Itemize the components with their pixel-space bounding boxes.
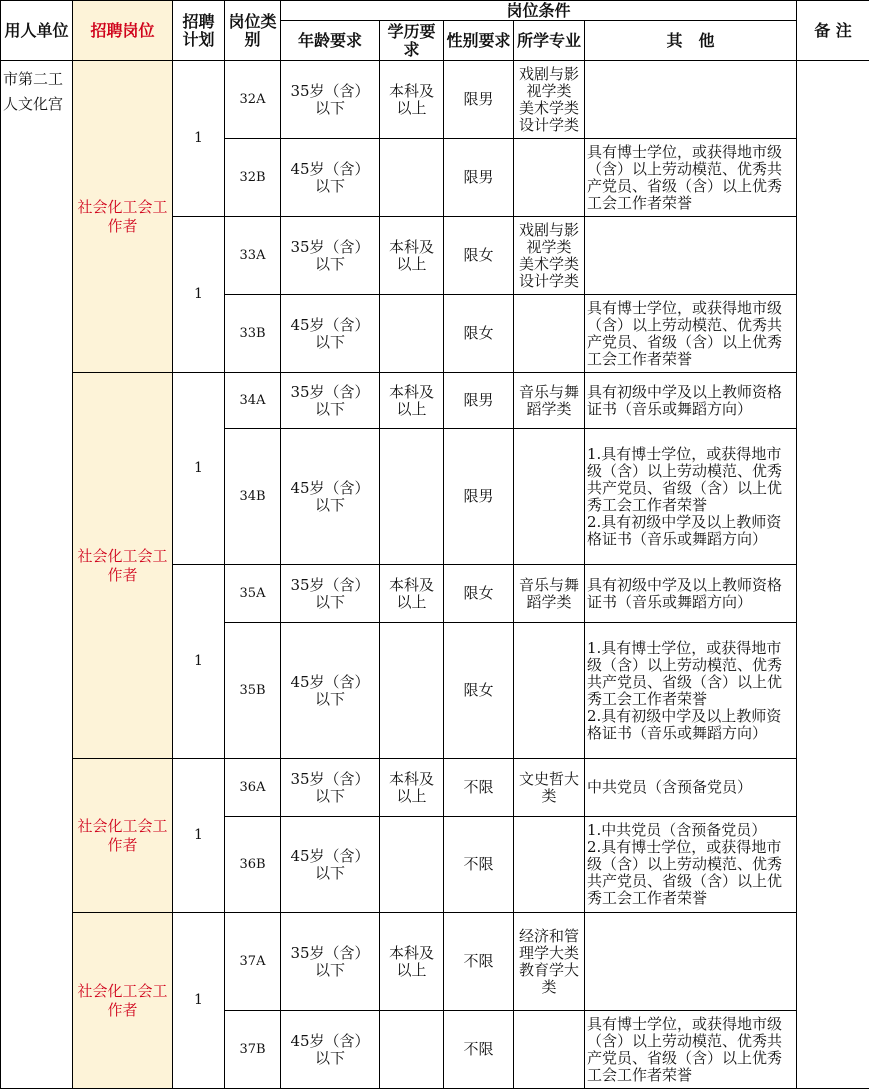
gender-requirement: 限男 [444,61,514,139]
gender-requirement: 限女 [444,623,514,759]
other-requirement [585,217,797,295]
table-body [1,61,869,1089]
major-requirement: 音乐与舞蹈学类 [514,373,585,429]
header-other: 其 他 [585,21,797,61]
gender-requirement: 限男 [444,139,514,217]
post-name: 社会化工会工作者 [73,759,173,913]
gender-requirement: 限女 [444,295,514,373]
table-row [1,373,869,429]
education-requirement: 本科及以上 [380,913,444,1011]
category-code: 35A [225,565,281,623]
plan-count: 1 [173,565,225,759]
category-code: 36B [225,817,281,913]
other-requirement: 具有博士学位，或获得地市级（含）以上劳动模范、优秀共产党员、省级（含）以上优秀工会工作者荣誉 [585,1011,797,1089]
major-requirement: 经济和管理学大类 教育学大类 [514,913,585,1011]
age-requirement: 35岁（含）以下 [281,913,380,1011]
age-requirement: 35岁（含）以下 [281,373,380,429]
header-remark: 备 注 [797,1,869,61]
category-code: 37B [225,1011,281,1089]
header-edu: 学历要求 [380,21,444,61]
age-requirement: 35岁（含）以下 [281,61,380,139]
category-code: 32A [225,61,281,139]
header-post: 招聘岗位 [73,1,173,61]
header-major: 所学专业 [514,21,585,61]
education-requirement: 本科及以上 [380,759,444,817]
other-requirement [585,913,797,1011]
header-gender: 性别要求 [444,21,514,61]
gender-requirement: 不限 [444,759,514,817]
category-code: 35B [225,623,281,759]
gender-requirement: 不限 [444,913,514,1011]
age-requirement: 45岁（含）以下 [281,429,380,565]
education-requirement: 本科及以上 [380,217,444,295]
table-row [1,913,869,1011]
education-requirement: 本科及以上 [380,61,444,139]
major-requirement [514,139,585,217]
gender-requirement: 限男 [444,373,514,429]
post-name: 社会化工会工作者 [73,373,173,759]
education-requirement [380,623,444,759]
other-requirement [585,61,797,139]
category-code: 33B [225,295,281,373]
header-conditions: 岗位条件 [281,1,797,21]
table-row [1,61,869,139]
education-requirement [380,295,444,373]
other-requirement: 中共党员（含预备党员） [585,759,797,817]
category-code: 33A [225,217,281,295]
post-name: 社会化工会工作者 [73,61,173,373]
header-category: 岗位类别 [225,1,281,61]
education-requirement [380,817,444,913]
major-requirement [514,429,585,565]
remark [797,61,869,1089]
header-plan: 招聘计划 [173,1,225,61]
category-code: 36A [225,759,281,817]
major-requirement: 文史哲大类 [514,759,585,817]
category-code: 34A [225,373,281,429]
plan-count: 1 [173,913,225,1089]
category-code: 32B [225,139,281,217]
age-requirement: 35岁（含）以下 [281,217,380,295]
gender-requirement: 不限 [444,1011,514,1089]
other-requirement: 1.具有博士学位，或获得地市级（含）以上劳动模范、优秀共产党员、省级（含）以上优秀工会工作者荣誉 2.具有初级中学及以上教师资格证书（音乐或舞蹈方向） [585,429,797,565]
education-requirement [380,429,444,565]
post-name: 社会化工会工作者 [73,913,173,1089]
other-requirement: 1.中共党员（含预备党员） 2.具有博士学位，或获得地市级（含）以上劳动模范、优秀共产党员、省级（含）以上优秀工会工作者荣誉 [585,817,797,913]
age-requirement: 35岁（含）以下 [281,565,380,623]
age-requirement: 45岁（含）以下 [281,139,380,217]
gender-requirement: 不限 [444,817,514,913]
gender-requirement: 限女 [444,565,514,623]
education-requirement: 本科及以上 [380,373,444,429]
plan-count: 1 [173,759,225,913]
gender-requirement: 限男 [444,429,514,565]
age-requirement: 45岁（含）以下 [281,1011,380,1089]
header-age: 年龄要求 [281,21,380,61]
other-requirement: 1.具有博士学位，或获得地市级（含）以上劳动模范、优秀共产党员、省级（含）以上优秀工会工作者荣誉 2.具有初级中学及以上教师资格证书（音乐或舞蹈方向） [585,623,797,759]
category-code: 37A [225,913,281,1011]
age-requirement: 45岁（含）以下 [281,817,380,913]
major-requirement: 音乐与舞蹈学类 [514,565,585,623]
other-requirement: 具有初级中学及以上教师资格证书（音乐或舞蹈方向） [585,373,797,429]
category-code: 34B [225,429,281,565]
major-requirement [514,623,585,759]
education-requirement [380,139,444,217]
age-requirement: 45岁（含）以下 [281,623,380,759]
plan-count: 1 [173,61,225,217]
major-requirement [514,1011,585,1089]
other-requirement: 具有初级中学及以上教师资格证书（音乐或舞蹈方向） [585,565,797,623]
major-requirement [514,817,585,913]
plan-count: 1 [173,373,225,565]
gender-requirement: 限女 [444,217,514,295]
other-requirement: 具有博士学位，或获得地市级（含）以上劳动模范、优秀共产党员、省级（含）以上优秀工会工作者荣誉 [585,139,797,217]
age-requirement: 45岁（含）以下 [281,295,380,373]
major-requirement [514,295,585,373]
unit-name: 市第二工人文化宫 [1,61,73,1089]
other-requirement: 具有博士学位，或获得地市级（含）以上劳动模范、优秀共产党员、省级（含）以上优秀工会工作者荣誉 [585,295,797,373]
header-unit: 用人单位 [1,1,73,61]
table-row [1,759,869,817]
major-requirement: 戏剧与影视学类 美术学类 设计学类 [514,217,585,295]
education-requirement: 本科及以上 [380,565,444,623]
plan-count: 1 [173,217,225,373]
age-requirement: 35岁（含）以下 [281,759,380,817]
education-requirement [380,1011,444,1089]
major-requirement: 戏剧与影视学类 美术学类 设计学类 [514,61,585,139]
